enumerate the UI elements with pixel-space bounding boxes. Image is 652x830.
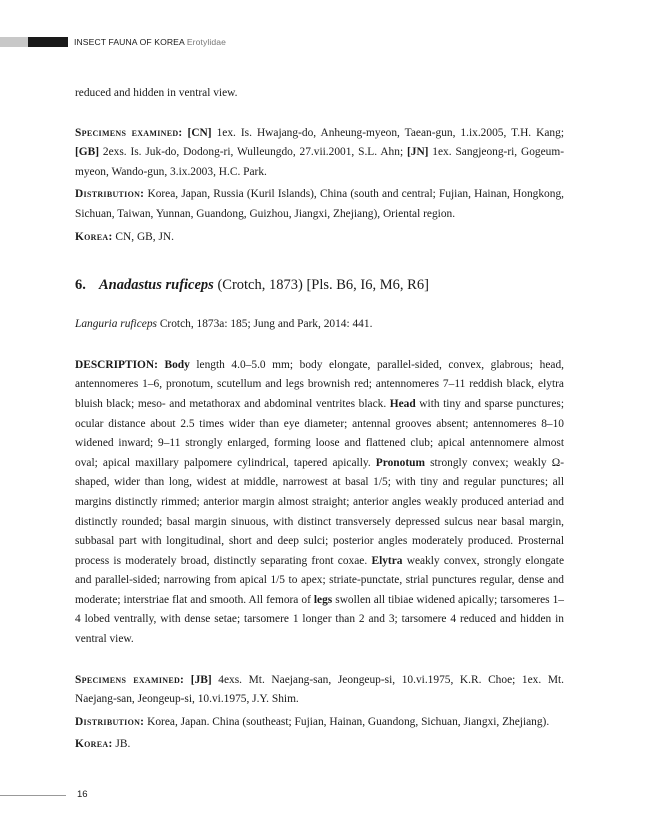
specimens-label: Specimens examined:	[75, 126, 183, 139]
prev-distribution	[75, 185, 564, 224]
running-header	[0, 37, 652, 47]
header-text	[74, 36, 226, 48]
description-text: swollen all tibiae widened apically; tarsomeres 1–4 lobed ventrally, with dense setae; tarsomere 1 longer than 2 and 3; tarsomere 4 reduced and hidden in ventral view.	[75, 593, 565, 646]
elytra-label: Elytra	[371, 554, 403, 567]
distribution-label: Distribution:	[75, 188, 145, 201]
korea-text: JB.	[112, 738, 131, 751]
head-label: Head	[389, 397, 416, 410]
prev-description-tail: reduced and hidden in ventral view.	[75, 87, 238, 99]
species-binomial: Anadastus ruficeps	[99, 277, 214, 294]
species-heading	[75, 275, 564, 295]
description-text: weakly convex, strongly elongate and parallel-sided; narrowing from apical 1/5 to apex; striate-punctate, strial punctures regular, dense and moderate; interstriae flat and smooth. All femora of	[75, 554, 565, 606]
body-label: Body	[164, 358, 190, 371]
distribution-text: Korea, Japan, Russia (Kuril Islands), China (south and central; Fujian, Hainan, Hongkong, Sichuan, Taiwan, Yunnan, Guandong, Guizhou, Jiangxi, Zhejiang), Oriental region.	[75, 188, 564, 220]
province-code: [JN]	[406, 146, 429, 159]
description-text: length 4.0–5.0 mm; body elongate, parallel-sided, convex, glabrous; head, antennomeres 1–6, pronotum, scutellum and legs brownish red; antennomeres 7–11 reddish black, elytra bluish black; meso- and metathorax and abdominal ventrites black.	[75, 358, 564, 410]
prev-specimens-examined	[75, 124, 564, 183]
description-label: DESCRIPTION:	[75, 358, 158, 371]
korea-text: CN, GB, JN.	[112, 230, 174, 243]
synonym-name: Languria ruficeps	[75, 318, 157, 331]
korea-label: Korea:	[75, 230, 113, 243]
distribution-text: Korea, Japan. China (southeast; Fujian, Hainan, Guandong, Sichuan, Jiangxi, Zhejiang).	[144, 715, 550, 728]
specimens-label: Specimens examined:	[75, 673, 185, 686]
specimen-record: 1ex. Sangjeong-ri, Gogeum-myeon, Wando-gun, 3.ix.2003, H.C. Park.	[75, 146, 564, 178]
specimen-record: 2exs. Is. Juk-do, Dodong-ri, Wulleungdo, 27.vii.2001, S.L. Ahn;	[99, 146, 407, 159]
korea-label: Korea:	[75, 738, 113, 751]
province-code: [CN]	[187, 126, 212, 139]
specimens-examined	[75, 671, 564, 710]
distribution-label: Distribution:	[75, 715, 145, 728]
header-black-bar	[28, 37, 68, 47]
page-body	[75, 84, 564, 755]
korea	[75, 735, 564, 755]
pronotum-label: Pronotum	[375, 456, 425, 469]
page-number: 16	[77, 789, 88, 800]
footer-rule	[0, 795, 66, 796]
synonym-reference: Crotch, 1873a: 185; Jung and Park, 2014: 441.	[156, 318, 373, 331]
prev-korea	[75, 228, 564, 248]
species-number: 6.	[75, 277, 86, 294]
header-gray-bar	[0, 37, 28, 47]
species-description	[75, 356, 564, 650]
distribution	[75, 713, 564, 733]
legs-label: legs	[313, 593, 333, 606]
species-authority: (Crotch, 1873) [Pls. B6, I6, M6, R6]	[213, 277, 429, 294]
header-subtitle: Erotylidae	[186, 37, 227, 47]
synonym-line	[75, 315, 564, 335]
specimen-record: 1ex. Is. Hwajang-do, Anheung-myeon, Taean-gun, 1.ix.2005, T.H. Kang;	[211, 126, 564, 139]
specimen-record: 4exs. Mt. Naejang-san, Jeongeup-si, 10.vi.1975, K.R. Choe; 1ex. Mt. Naejang-san, Jeongeup-si, 10.vi.1975, J.Y. Shim.	[75, 673, 564, 706]
description-text: with tiny and sparse punctures; ocular distance about 2.5 times wider than eye diameter; antennal grooves absent; antennomeres 8–10 widened inward; 9–11 strongly enlarged, forming loose and flattened club; apical antennomere almost oval; apical maxillary palpomere cylindrical, tapered apically.	[75, 397, 564, 469]
description-text: strongly convex; weakly Ω-shaped, wider than long, widest at middle, narrowest at basal 1/5; with tiny and regular punctures; all margins distinctly rimmed; anterior margin almost straight; anterior angles weakly produced anteriad and distinctly rounded; basal margin sinuous, with distinct transversely depressed sulcus near basal margin, subbasal part with longitudinal, short and deep sulci; posterior angles moderately produced. Prosternal process is moderately broad, distinctly separating front coxae.	[75, 456, 564, 567]
province-code: [GB]	[75, 146, 100, 159]
header-title: INSECT FAUNA OF KOREA	[74, 37, 185, 47]
province-code: [JB]	[190, 673, 212, 686]
